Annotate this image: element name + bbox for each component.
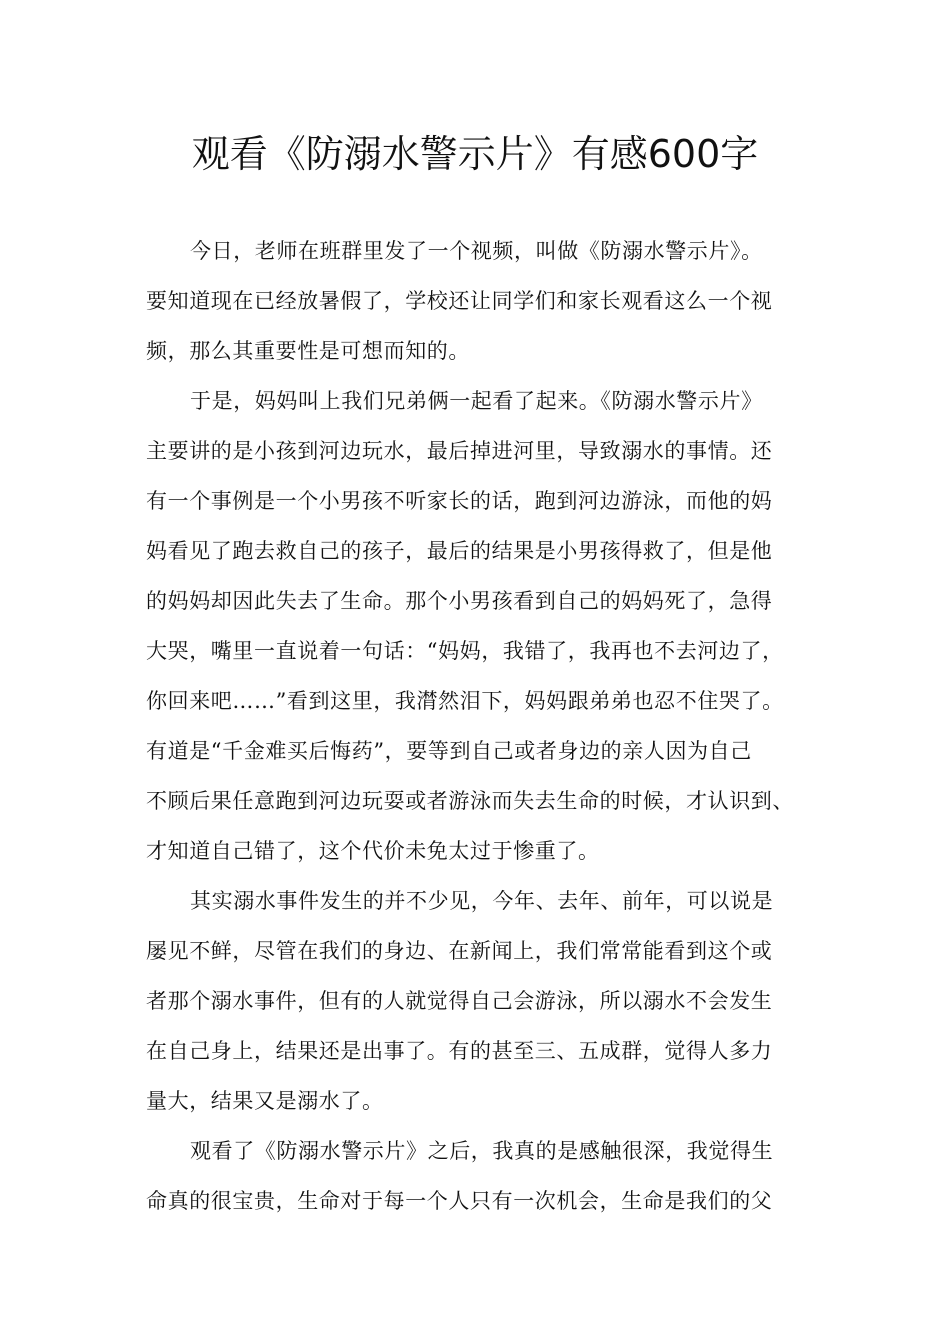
page-title: 观看《防溺水警示片》有感600字 bbox=[191, 132, 759, 176]
paragraph-2-line-4: 妈看见了跑去救自己的孩子，最后的结果是小男孩得救了，但是他 bbox=[146, 539, 773, 563]
paragraph-3-line-1: 其实溺水事件发生的并不少见，今年、去年、前年，可以说是 bbox=[190, 889, 774, 913]
paragraph-2-line-9: 不顾后果任意跑到河边玩耍或者游泳而失去生命的时候，才认识到、 bbox=[146, 789, 794, 813]
paragraph-1-line-3: 频，那么其重要性是可想而知的。 bbox=[146, 339, 470, 363]
paragraph-3-line-3: 者那个溺水事件，但有的人就觉得自己会游泳，所以溺水不会发生 bbox=[146, 989, 773, 1013]
paragraph-2-line-7: 你回来吧……”看到这里，我潸然泪下，妈妈跟弟弟也忍不住哭了。 bbox=[146, 689, 784, 713]
paragraph-2-line-8: 有道是“千金难买后悔药”，要等到自己或者身边的亲人因为自己 bbox=[146, 739, 752, 763]
paragraph-2-line-5: 的妈妈却因此失去了生命。那个小男孩看到自己的妈妈死了，急得 bbox=[146, 589, 773, 613]
paragraph-2-line-10: 才知道自己错了，这个代价未免太过于惨重了。 bbox=[146, 839, 600, 863]
paragraph-3-line-2: 屡见不鲜，尽管在我们的身边、在新闻上，我们常常能看到这个或 bbox=[146, 939, 773, 963]
paragraph-4-line-2: 命真的很宝贵，生命对于每一个人只有一次机会，生命是我们的父 bbox=[146, 1189, 773, 1213]
paragraph-4-line-1: 观看了《防溺水警示片》之后，我真的是感触很深，我觉得生 bbox=[190, 1139, 774, 1163]
paragraph-3-line-4: 在自己身上，结果还是出事了。有的甚至三、五成群，觉得人多力 bbox=[146, 1039, 773, 1063]
paragraph-1-line-1: 今日，老师在班群里发了一个视频，叫做《防溺水警示片》。 bbox=[190, 239, 763, 263]
paragraph-3-line-5: 量大，结果又是溺水了。 bbox=[146, 1089, 384, 1113]
paragraph-1-line-2: 要知道现在已经放暑假了，学校还让同学们和家长观看这么一个视 bbox=[146, 289, 773, 313]
paragraph-2-line-1: 于是，妈妈叫上我们兄弟俩一起看了起来。《防溺水警示片》 bbox=[190, 389, 763, 413]
paragraph-2-line-3: 有一个事例是一个小男孩不听家长的话，跑到河边游泳，而他的妈 bbox=[146, 489, 773, 513]
paragraph-2-line-6: 大哭，嘴里一直说着一句话：“妈妈，我错了，我再也不去河边了， bbox=[146, 639, 784, 663]
paragraph-2-line-2: 主要讲的是小孩到河边玩水，最后掉进河里，导致溺水的事情。还 bbox=[146, 439, 773, 463]
